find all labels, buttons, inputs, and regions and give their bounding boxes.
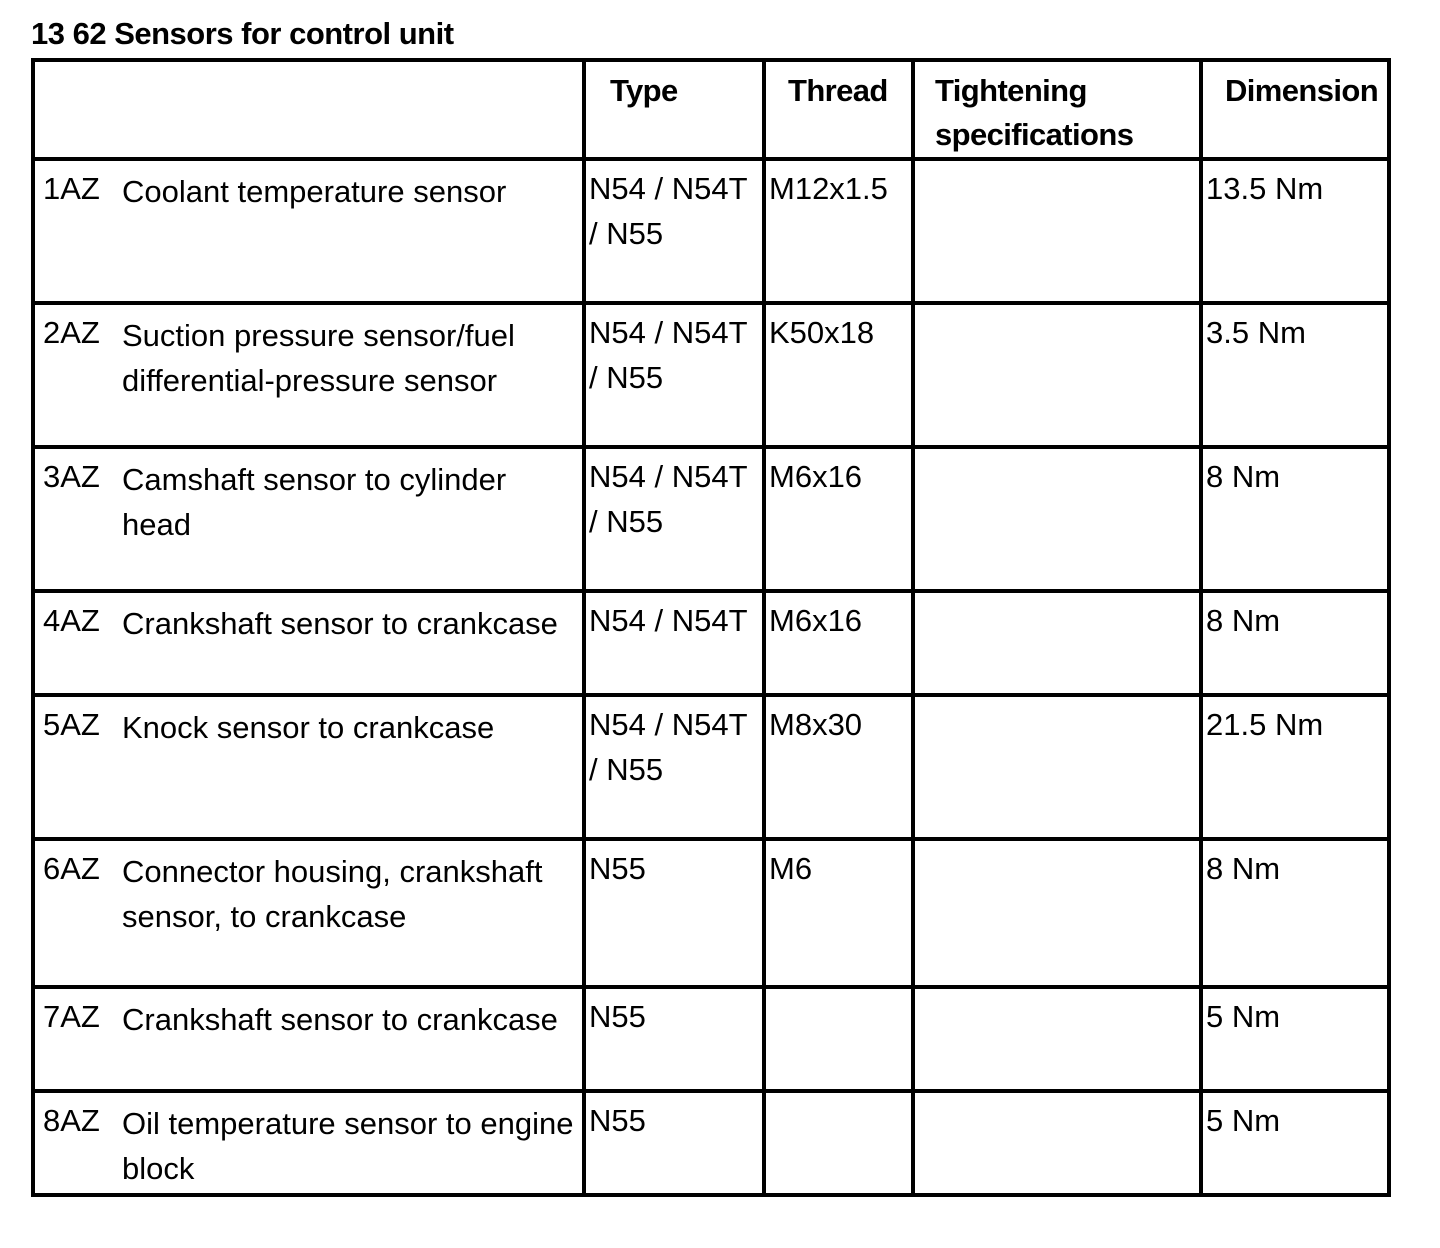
row-type: N54 / N54T / N55 — [589, 315, 747, 395]
row-type: N54 / N54T — [589, 603, 748, 638]
row-thread — [766, 1093, 911, 1099]
row-thread-cell — [764, 591, 913, 695]
row-dimension: 3.5 Nm — [1206, 315, 1306, 350]
row-id: 1AZ — [43, 171, 100, 206]
row-type-cell — [584, 447, 764, 591]
row-description-cell — [33, 987, 584, 1091]
row-dimension: 13.5 Nm — [1206, 171, 1324, 206]
row-type: N55 — [589, 1103, 646, 1138]
table-header-row — [33, 60, 1389, 159]
table-row — [33, 1091, 1389, 1195]
row-thread — [766, 989, 911, 995]
header-type-label: Type — [610, 73, 678, 108]
header-type — [584, 60, 764, 159]
row-id: 4AZ — [43, 603, 100, 638]
row-type-cell — [584, 839, 764, 987]
row-description-cell — [33, 303, 584, 447]
row-tightening — [915, 989, 1199, 995]
row-tightening — [915, 697, 1199, 703]
row-tightening-cell — [913, 987, 1201, 1091]
row-dimension: 21.5 Nm — [1206, 707, 1324, 742]
row-type-cell — [584, 987, 764, 1091]
table-row — [33, 159, 1389, 303]
row-thread-cell — [764, 695, 913, 839]
header-thread — [764, 60, 913, 159]
row-thread: M6x16 — [769, 603, 863, 638]
header-tightening-label: Tightening specifications — [935, 73, 1134, 152]
row-description-cell — [33, 839, 584, 987]
table-row — [33, 987, 1389, 1091]
row-id: 6AZ — [43, 851, 100, 886]
row-type-cell — [584, 159, 764, 303]
row-thread: M8x30 — [769, 707, 863, 742]
row-dimension-cell — [1201, 591, 1389, 695]
row-dimension: 5 Nm — [1206, 999, 1281, 1034]
row-thread: M6 — [769, 851, 813, 886]
row-type-cell — [584, 1091, 764, 1195]
row-tightening-cell — [913, 839, 1201, 987]
row-thread: M6x16 — [769, 459, 863, 494]
row-description: Crankshaft sensor to crankcase — [122, 1002, 558, 1037]
row-thread: K50x18 — [769, 315, 875, 350]
row-type: N54 / N54T / N55 — [589, 171, 747, 251]
row-thread-cell — [764, 1091, 913, 1195]
row-description-cell — [33, 159, 584, 303]
row-type: N55 — [589, 999, 646, 1034]
table-row — [33, 695, 1389, 839]
row-id: 5AZ — [43, 707, 100, 742]
row-description: Camshaft sensor to cylinder head — [122, 462, 507, 542]
row-dimension-cell — [1201, 303, 1389, 447]
row-dimension-cell — [1201, 1091, 1389, 1195]
row-description: Oil temperature sensor to engine block — [122, 1106, 574, 1186]
table-row — [33, 447, 1389, 591]
row-type-cell — [584, 695, 764, 839]
row-id: 8AZ — [43, 1103, 100, 1138]
row-thread-cell — [764, 159, 913, 303]
row-tightening-cell — [913, 303, 1201, 447]
row-thread-cell — [764, 987, 913, 1091]
header-dimension-label: Dimension — [1225, 73, 1379, 108]
row-dimension-cell — [1201, 695, 1389, 839]
row-tightening — [915, 1093, 1199, 1099]
row-type-cell — [584, 303, 764, 447]
row-tightening — [915, 593, 1199, 599]
row-id: 7AZ — [43, 999, 100, 1034]
row-dimension-cell — [1201, 987, 1389, 1091]
row-tightening — [915, 841, 1199, 847]
document-title: 13 62 Sensors for control unit — [31, 16, 454, 51]
row-thread-cell — [764, 447, 913, 591]
row-description: Crankshaft sensor to crankcase — [122, 606, 558, 641]
row-dimension: 8 Nm — [1206, 459, 1281, 494]
row-tightening-cell — [913, 591, 1201, 695]
header-tightening — [913, 60, 1201, 159]
sensor-spec-table — [31, 58, 1391, 1197]
row-description-cell — [33, 1091, 584, 1195]
header-thread-label: Thread — [788, 73, 888, 108]
row-description: Connector housing, crankshaft sensor, to crankcase — [122, 854, 543, 934]
table-row — [33, 591, 1389, 695]
row-dimension: 5 Nm — [1206, 1103, 1281, 1138]
row-description: Suction pressure sensor/fuel differential-pressure sensor — [122, 318, 515, 398]
row-thread-cell — [764, 839, 913, 987]
header-description — [33, 60, 584, 159]
row-dimension-cell — [1201, 839, 1389, 987]
row-tightening-cell — [913, 159, 1201, 303]
row-tightening — [915, 161, 1199, 167]
table-row — [33, 839, 1389, 987]
row-tightening — [915, 449, 1199, 455]
row-description-cell — [33, 591, 584, 695]
row-description: Knock sensor to crankcase — [122, 710, 495, 745]
row-description-cell — [33, 695, 584, 839]
row-id: 2AZ — [43, 315, 100, 350]
row-tightening — [915, 305, 1199, 311]
row-dimension-cell — [1201, 447, 1389, 591]
row-description-cell — [33, 447, 584, 591]
row-description: Coolant temperature sensor — [122, 174, 507, 209]
row-dimension-cell — [1201, 159, 1389, 303]
row-dimension: 8 Nm — [1206, 603, 1281, 638]
row-tightening-cell — [913, 447, 1201, 591]
row-tightening-cell — [913, 695, 1201, 839]
row-thread-cell — [764, 303, 913, 447]
row-type: N54 / N54T / N55 — [589, 707, 747, 787]
row-tightening-cell — [913, 1091, 1201, 1195]
row-type: N54 / N54T / N55 — [589, 459, 747, 539]
row-type-cell — [584, 591, 764, 695]
table-row — [33, 303, 1389, 447]
header-dimension — [1201, 60, 1389, 159]
row-thread: M12x1.5 — [769, 171, 888, 206]
row-dimension: 8 Nm — [1206, 851, 1281, 886]
row-id: 3AZ — [43, 459, 100, 494]
row-type: N55 — [589, 851, 646, 886]
